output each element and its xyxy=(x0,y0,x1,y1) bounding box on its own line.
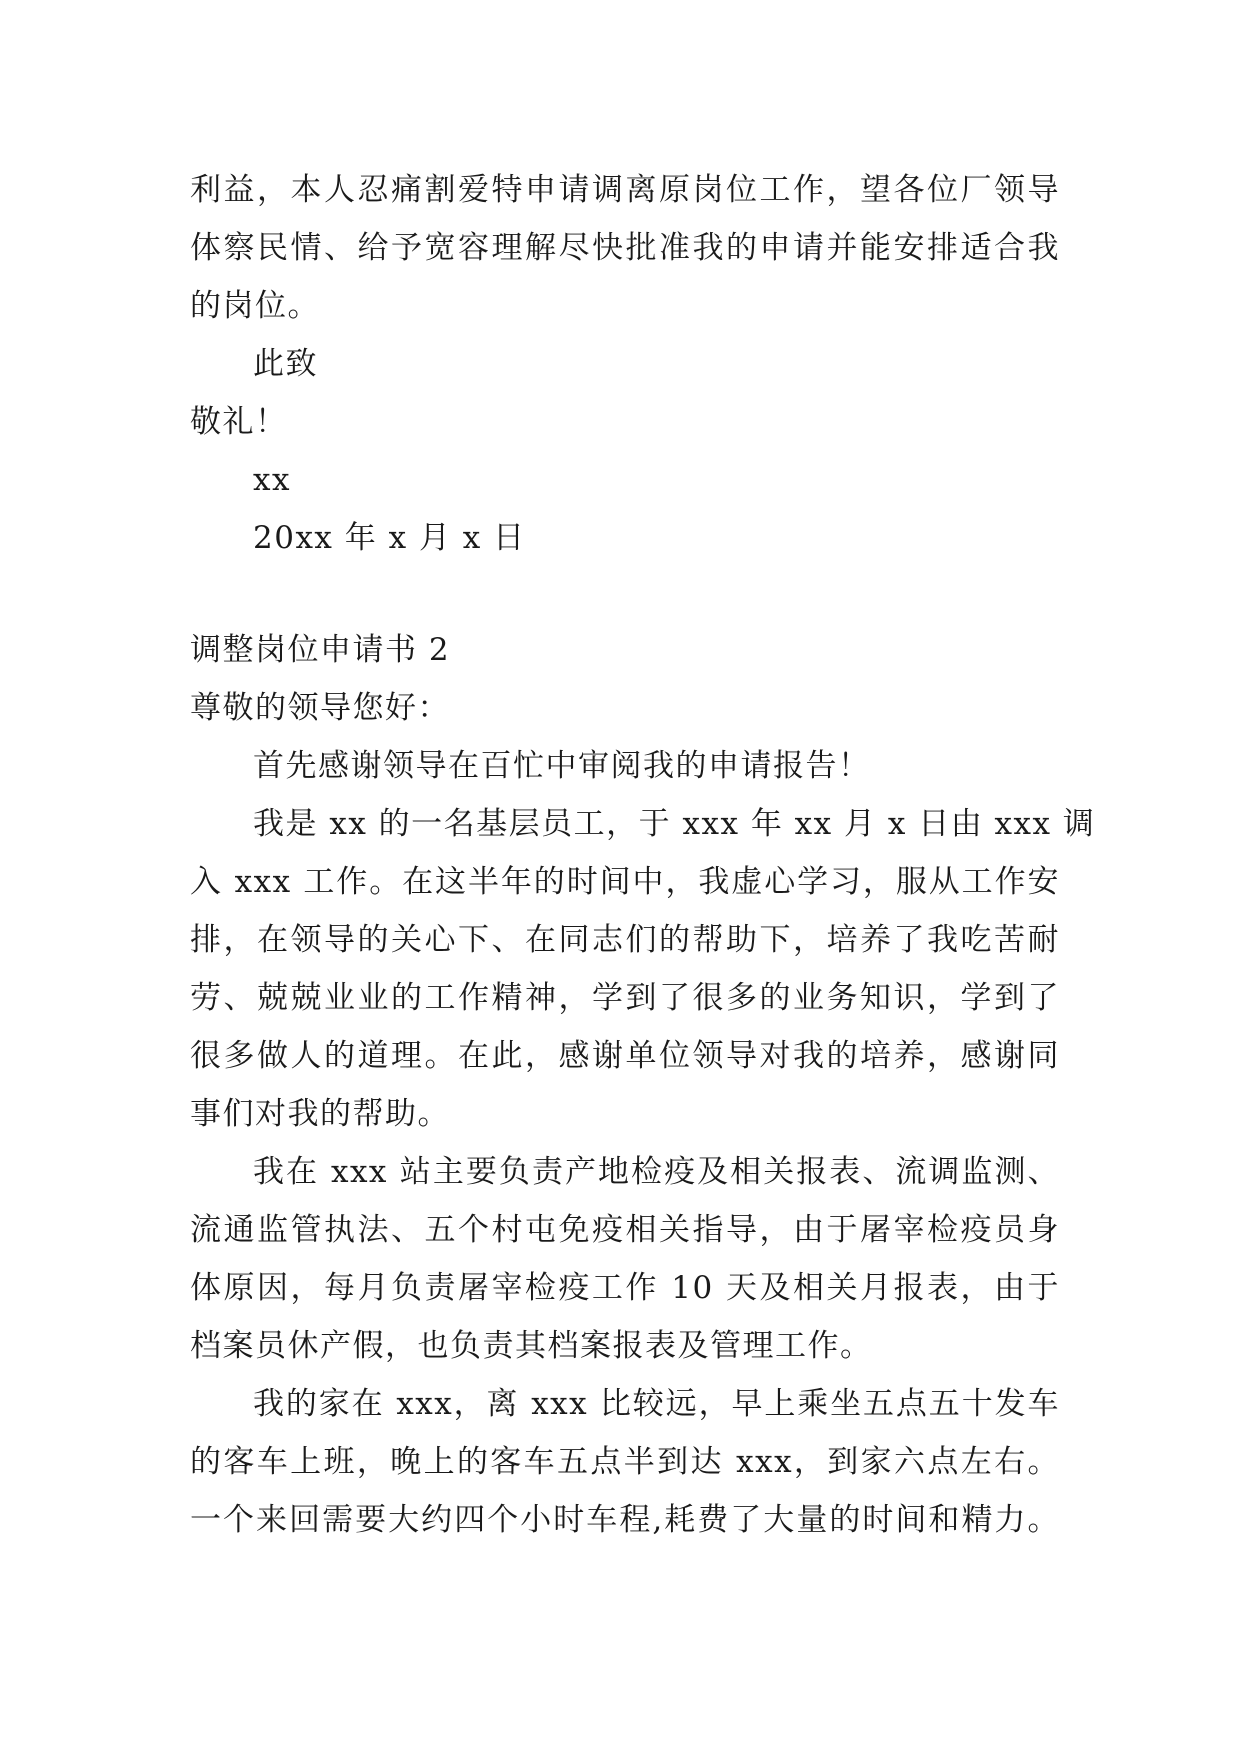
paragraph-line: 劳、兢兢业业的工作精神，学到了很多的业务知识，学到了 xyxy=(190,980,1060,1016)
paragraph-line: 我在 xxx 站主要负责产地检疫及相关报表、流调监测、 xyxy=(253,1154,1060,1190)
paragraph-line: 一个来回需要大约四个小时车程,耗费了大量的时间和精力。 xyxy=(190,1502,1060,1538)
body-line: 利益，本人忍痛割爱特申请调离原岗位工作，望各位厂领导 xyxy=(190,172,1060,208)
closing-salutation: 此致 xyxy=(253,346,318,382)
paragraph-line: 档案员休产假，也负责其档案报表及管理工作。 xyxy=(190,1328,873,1364)
paragraph-line: 事们对我的帮助。 xyxy=(190,1096,450,1132)
signature: xx xyxy=(253,462,291,498)
paragraph-line: 的客车上班，晚上的客车五点半到达 xxx，到家六点左右。 xyxy=(190,1444,1060,1480)
paragraph-line: 很多做人的道理。在此，感谢单位领导对我的培养，感谢同 xyxy=(190,1038,1060,1074)
letter-date: 20xx 年 x 月 x 日 xyxy=(253,520,526,556)
greeting: 尊敬的领导您好： xyxy=(190,690,450,726)
paragraph-line: 我的家在 xxx，离 xxx 比较远，早上乘坐五点五十发车 xyxy=(253,1386,1060,1422)
paragraph-line: 排，在领导的关心下、在同志们的帮助下，培养了我吃苦耐 xyxy=(190,922,1060,958)
section-title: 调整岗位申请书 2 xyxy=(190,632,451,668)
paragraph-line: 体原因，每月负责屠宰检疫工作 10 天及相关月报表，由于 xyxy=(190,1270,1060,1306)
paragraph-line: 首先感谢领导在百忙中审阅我的申请报告！ xyxy=(253,748,871,784)
paragraph-line: 我是 xx 的一名基层员工，于 xxx 年 xx 月 x 日由 xxx 调 xyxy=(253,806,1096,842)
paragraph-line: 流通监管执法、五个村屯免疫相关指导，由于屠宰检疫员身 xyxy=(190,1212,1060,1248)
closing-respect: 敬礼！ xyxy=(190,404,288,440)
paragraph-line: 入 xxx 工作。在这半年的时间中，我虚心学习，服从工作安 xyxy=(190,864,1060,900)
body-line: 体察民情、给予宽容理解尽快批准我的申请并能安排适合我 xyxy=(190,230,1060,266)
body-line: 的岗位。 xyxy=(190,288,320,324)
